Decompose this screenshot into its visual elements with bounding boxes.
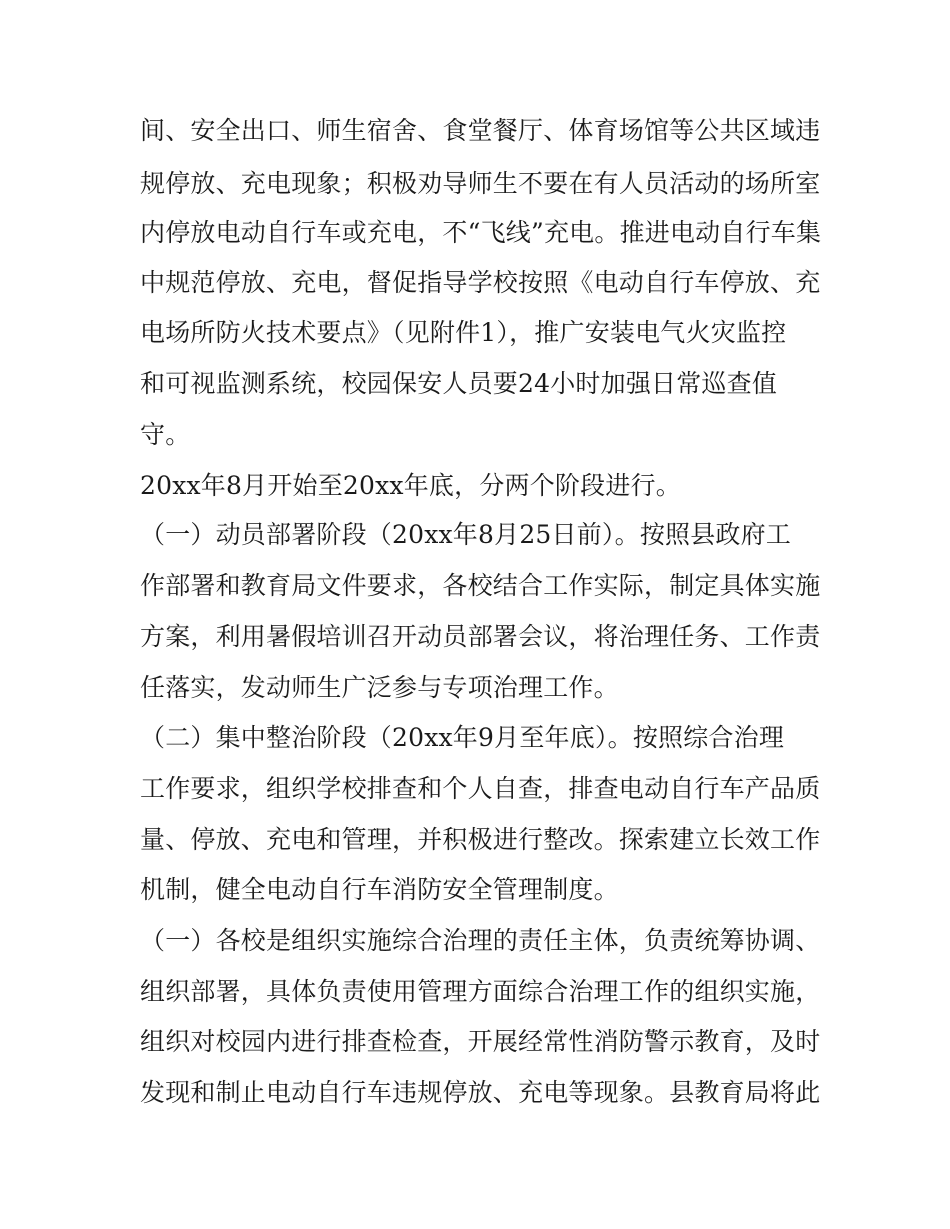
text-line: 工作要求，组织学校排查和个人自查，排查电动自行车产品质 [140, 774, 821, 803]
text-line: 发现和制止电动自行车违规停放、充电等现象。县教育局将此 [140, 1078, 821, 1107]
text-line: 规停放、充电现象；积极劝导师生不要在有人员活动的场所室 [140, 169, 821, 198]
text-line: 间、安全出口、师生宿舍、食堂餐厅、体育场馆等公共区域违 [140, 116, 821, 145]
text-line: 和可视监测系统，校园保安人员要24小时加强日常巡查值 [140, 369, 778, 398]
text-line: 组织对校园内进行排查检查，开展经常性消防警示教育，及时 [140, 1027, 821, 1056]
text-line: 电场所防火技术要点》（见附件1），推广安装电气火灾监控 [140, 318, 787, 347]
text-line: 组织部署，具体负责使用管理方面综合治理工作的组织实施， [140, 977, 821, 1006]
text-line: 机制，健全电动自行车消防安全管理制度。 [140, 875, 619, 904]
text-line: 守。 [140, 420, 191, 449]
text-line: 内停放电动自行车或充电，不“飞线”充电。推进电动自行车集 [140, 218, 822, 247]
text-line: 任落实，发动师生广泛参与专项治理工作。 [140, 673, 619, 702]
text-line: （二）集中整治阶段（20xx年9月至年底）。按照综合治理 [140, 723, 785, 752]
text-line: 作部署和教育局文件要求，各校结合工作实际，制定具体实施 [140, 571, 821, 600]
text-line: 方案，利用暑假培训召开动员部署会议，将治理任务、工作责 [140, 622, 821, 651]
text-line: 中规范停放、充电，督促指导学校按照《电动自行车停放、充 [140, 268, 821, 297]
text-line: （一）动员部署阶段（20xx年8月25日前）。按照县政府工 [140, 520, 792, 549]
text-line: （一）各校是组织实施综合治理的责任主体，负责统筹协调、 [140, 926, 821, 955]
text-line: 量、停放、充电和管理，并积极进行整改。探索建立长效工作 [140, 825, 821, 854]
text-line: 20xx年8月开始至20xx年底，分两个阶段进行。 [140, 471, 681, 500]
